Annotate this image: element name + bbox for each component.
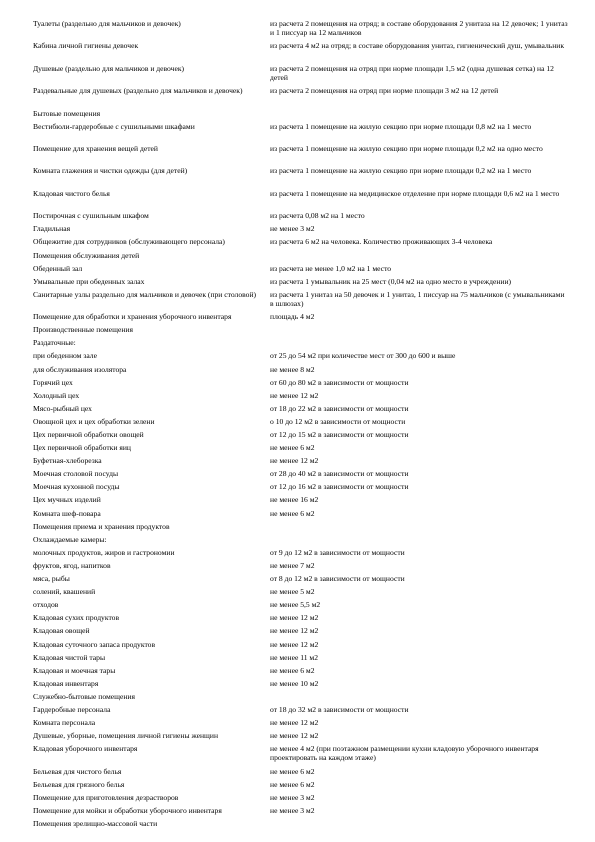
room-name-cell: Туалеты (раздельно для мальчиков и девочек) — [33, 19, 181, 28]
area-norm-cell: не менее 12 м2 — [270, 456, 319, 466]
table-row — [33, 325, 578, 338]
room-name-cell: Помещения приема и хранения продуктов — [33, 521, 170, 531]
table-row — [33, 666, 578, 679]
room-name-cell: Постирочная с сушильным шкафом — [33, 211, 149, 221]
table-row — [33, 19, 578, 41]
room-name-cell: Помещение для обработки и хранения уборочного инвентаря — [33, 312, 232, 322]
room-name-cell: Кладовая сухих продуктов — [33, 613, 120, 623]
room-name-cell: Моечная кухонной посуды — [33, 482, 120, 492]
area-norm-cell: не менее 6 м2 — [270, 766, 315, 776]
table-row — [33, 189, 578, 211]
area-norm-cell: не менее 3 м2 — [270, 805, 315, 815]
table-row — [33, 264, 578, 277]
table-row — [33, 744, 578, 766]
table-row — [33, 653, 578, 666]
room-name-cell: Комната шеф-повара — [33, 508, 101, 518]
area-norm-cell: от 12 до 15 м2 в зависимости от мощности — [270, 430, 409, 440]
table-row — [33, 391, 578, 404]
room-name-cell: Кладовая суточного запаса продуктов — [33, 639, 156, 649]
room-name-cell: Помещения зрелищно-массовой части — [33, 819, 158, 829]
room-name-cell: Общежитие для сотрудников (обслуживающего персонала) — [33, 237, 225, 247]
area-norm-cell: не менее 8 м2 — [270, 364, 315, 374]
table-row — [33, 793, 578, 806]
room-name-cell: Кладовая и моечная тары — [33, 665, 116, 675]
room-name-cell: Помещения обслуживания детей — [33, 250, 140, 260]
area-norm-cell: из расчета 2 помещения на отряд при норме площади 1,5 м2 (одна душевая сетка) на 12 детей — [270, 63, 554, 82]
table-row — [33, 378, 578, 391]
area-norm-cell: из расчета 0,08 м2 на 1 место — [270, 211, 365, 221]
area-norm-cell: от 12 до 16 м2 в зависимости от мощности — [270, 482, 409, 492]
room-name-cell: Моечная столовой посуды — [33, 469, 119, 479]
table-row — [33, 535, 578, 548]
room-name-cell: Кладовая инвентаря — [33, 678, 99, 688]
room-name-cell: Кладовая уборочного инвентаря — [33, 744, 138, 754]
table-row — [33, 277, 578, 290]
room-name-cell: Гладильная — [33, 224, 71, 234]
area-norm-cell: не менее 11 м2 — [270, 652, 319, 662]
area-norm-cell: от 18 до 32 м2 в зависимости от мощности — [270, 704, 409, 714]
table-row — [33, 456, 578, 469]
room-name-cell: Бельевая для грязного белья — [33, 779, 125, 789]
area-norm-cell: не менее 6 м2 — [270, 508, 315, 518]
area-norm-cell: из расчета 4 м2 на отряд; в составе оборудования унитаз, гигиенический душ, умывальник — [270, 41, 565, 51]
table-row — [33, 312, 578, 325]
room-name-cell: Охлаждаемые камеры: — [33, 534, 107, 544]
area-norm-cell: из расчета 1 помещение на жилую секцию при норме площади 0,8 м2 на 1 место — [270, 121, 532, 131]
table-row — [33, 495, 578, 508]
room-name-cell: Горячий цех — [33, 377, 73, 387]
table-row — [33, 365, 578, 378]
room-name-cell: Раздевальные для душевых (раздельно для мальчиков и девочек) — [33, 86, 243, 96]
table-row — [33, 600, 578, 613]
table-row — [33, 469, 578, 482]
room-name-cell: Душевые (раздельно для мальчиков и девочек) — [33, 63, 185, 73]
table-row — [33, 166, 578, 188]
table-row — [33, 237, 578, 250]
table-row — [33, 806, 578, 819]
table-row — [33, 509, 578, 522]
area-norm-cell: не менее 12 м2 — [270, 718, 319, 728]
room-name-cell: Буфетная-хлеборезка — [33, 456, 102, 466]
room-name-cell: Кладовая овощей — [33, 626, 90, 636]
area-norm-cell: из расчета 1 помещение на жилую секцию при норме площади 0,2 м2 на 1 место — [270, 166, 532, 176]
room-name-cell: Бельевая для чистого белья — [33, 766, 122, 776]
table-row — [33, 211, 578, 224]
area-norm-cell: от 28 до 40 м2 в зависимости от мощности — [270, 469, 409, 479]
table-row — [33, 561, 578, 574]
table-row — [33, 338, 578, 351]
area-norm-cell: из расчета 1 унитаз на 50 девочек и 1 унитаз, 1 писсуар на 75 мальчиков (с умывальниками в шлюзах) — [270, 289, 565, 308]
table-row — [33, 626, 578, 639]
table-row — [33, 404, 578, 417]
room-name-cell: Гардеробные персонала — [33, 704, 111, 714]
area-norm-cell: о 10 до 12 м2 в зависимости от мощности — [270, 416, 406, 426]
area-norm-cell: не менее 12 м2 — [270, 390, 319, 400]
table-row — [33, 767, 578, 780]
table-row — [33, 640, 578, 653]
room-name-cell: солений, квашений — [33, 587, 96, 597]
room-name-cell: Вестибюли-гардеробные с сушильными шкафами — [33, 121, 195, 131]
table-row — [33, 224, 578, 237]
area-norm-cell: из расчета 1 умывальник на 25 мест (0,04 м2 на одно место в учреждении) — [270, 276, 512, 286]
area-norm-cell: от 8 до 12 м2 в зависимости от мощности — [270, 574, 405, 584]
area-norm-cell: не менее 16 м2 — [270, 495, 319, 505]
table-row — [33, 613, 578, 626]
room-name-cell: Цех мучных изделий — [33, 495, 101, 505]
room-name-cell: Служебно-бытовые помещения — [33, 691, 135, 701]
table-row — [33, 587, 578, 600]
room-name-cell: Бытовые помещения — [33, 108, 101, 118]
room-name-cell: Раздаточные: — [33, 338, 76, 348]
room-name-cell: мяса, рыбы — [33, 574, 70, 584]
table-row — [33, 109, 578, 122]
room-name-cell: Умывальные при обеденных залах — [33, 276, 145, 286]
table-row — [33, 705, 578, 718]
room-name-cell: Кабина личной гигиены девочек — [33, 41, 139, 51]
room-name-cell: Комната глажения и чистки одежды (для детей) — [33, 166, 188, 176]
area-norm-cell: из расчета 6 м2 на человека. Количество проживающих 3-4 человека — [270, 237, 493, 247]
table-row — [33, 122, 578, 144]
room-name-cell: Комната персонала — [33, 718, 96, 728]
area-norm-cell: не менее 6 м2 — [270, 443, 315, 453]
room-name-cell: Помещение для приготовления дезрастворов — [33, 792, 179, 802]
table-row — [33, 548, 578, 561]
table-row — [33, 780, 578, 793]
room-name-cell: фруктов, ягод, напитков — [33, 560, 111, 570]
area-norm-cell: не менее 5 м2 — [270, 587, 315, 597]
table-row — [33, 692, 578, 705]
table-row — [33, 251, 578, 264]
area-norm-cell: не менее 5,5 м2 — [270, 600, 321, 610]
area-norm-cell: не менее 12 м2 — [270, 639, 319, 649]
room-name-cell: Цех первичной обработки овощей — [33, 430, 144, 440]
area-norm-cell: площадь 4 м2 — [270, 312, 315, 322]
table-row — [33, 64, 578, 86]
table-row — [33, 679, 578, 692]
room-name-cell: для обслуживания изолятора — [33, 364, 127, 374]
table-row — [33, 482, 578, 495]
table-row — [33, 351, 578, 364]
area-norm-cell: не менее 6 м2 — [270, 665, 315, 675]
area-norm-cell: не менее 12 м2 — [270, 731, 319, 741]
table-row — [33, 41, 578, 63]
area-norm-cell: из расчета 1 помещение на медицинское отделение при норме площади 0,6 м2 на 1 место — [270, 188, 560, 198]
table-row — [33, 718, 578, 731]
table-row — [33, 731, 578, 744]
room-name-cell: Производственные помещения — [33, 325, 133, 335]
room-name-cell: Помещение для хранения вещей детей — [33, 144, 158, 154]
table-row — [33, 522, 578, 535]
area-norm-cell: от 9 до 12 м2 в зависимости от мощности — [270, 547, 405, 557]
room-name-cell: Мясо-рыбный цех — [33, 403, 92, 413]
table-row — [33, 86, 578, 108]
room-name-cell: Кладовая чистого белья — [33, 188, 110, 198]
area-norm-cell: не менее 10 м2 — [270, 678, 319, 688]
room-name-cell: Холодный цех — [33, 390, 80, 400]
room-name-cell: при обеденном зале — [33, 351, 97, 361]
table-row — [33, 417, 578, 430]
room-name-cell: отходов — [33, 600, 59, 610]
area-norm-cell: от 25 до 54 м2 при количестве мест от 300 до 600 и выше — [270, 351, 456, 361]
area-norm-cell: не менее 6 м2 — [270, 779, 315, 789]
area-norm-cell: из расчета 2 помещения на отряд; в составе оборудования 2 унитаза на 12 девочек; 1 унитаз и 1 писсуар на 12 мальчиков — [270, 19, 568, 38]
area-norm-cell: не менее 7 м2 — [270, 560, 315, 570]
table-row — [33, 443, 578, 456]
area-norm-cell: от 60 до 80 м2 в зависимости от мощности — [270, 377, 409, 387]
area-norm-cell: не менее 3 м2 — [270, 792, 315, 802]
area-norm-cell: не менее 4 м2 (при поэтажном размещении кухни кладовую уборочного инвентаря проектировать на каждом этаже) — [270, 744, 539, 763]
area-norm-cell: не менее 12 м2 — [270, 626, 319, 636]
room-name-cell: Помещение для мойки и обработки уборочного инвентаря — [33, 805, 222, 815]
table-row — [33, 574, 578, 587]
room-name-cell: Овощной цех и цех обработки зелени — [33, 416, 155, 426]
area-norm-cell: не менее 12 м2 — [270, 613, 319, 623]
area-norm-cell: из расчета 1 помещение на жилую секцию при норме площади 0,2 м2 на одно место — [270, 144, 543, 154]
area-norm-cell: от 18 до 22 м2 в зависимости от мощности — [270, 403, 409, 413]
area-norm-cell: не менее 3 м2 — [270, 224, 315, 234]
room-name-cell: Душевые, уборные, помещения личной гигиены женщин — [33, 731, 219, 741]
area-norm-cell: из расчета 2 помещения на отряд при норме площади 3 м2 на 12 детей — [270, 86, 499, 96]
norms-table — [33, 19, 578, 832]
room-name-cell: Санитарные узлы раздельно для мальчиков и девочек (при столовой) — [33, 289, 257, 299]
room-name-cell: Обеденный зал — [33, 263, 83, 273]
table-row — [33, 290, 578, 312]
area-norm-cell: из расчета не менее 1,0 м2 на 1 место — [270, 263, 392, 273]
room-name-cell: Цех первичной обработки яиц — [33, 443, 131, 453]
room-name-cell: молочных продуктов, жиров и гастрономии — [33, 547, 175, 557]
room-name-cell: Кладовая чистой тары — [33, 652, 106, 662]
table-row — [33, 430, 578, 443]
table-row — [33, 144, 578, 166]
table-row — [33, 819, 578, 832]
